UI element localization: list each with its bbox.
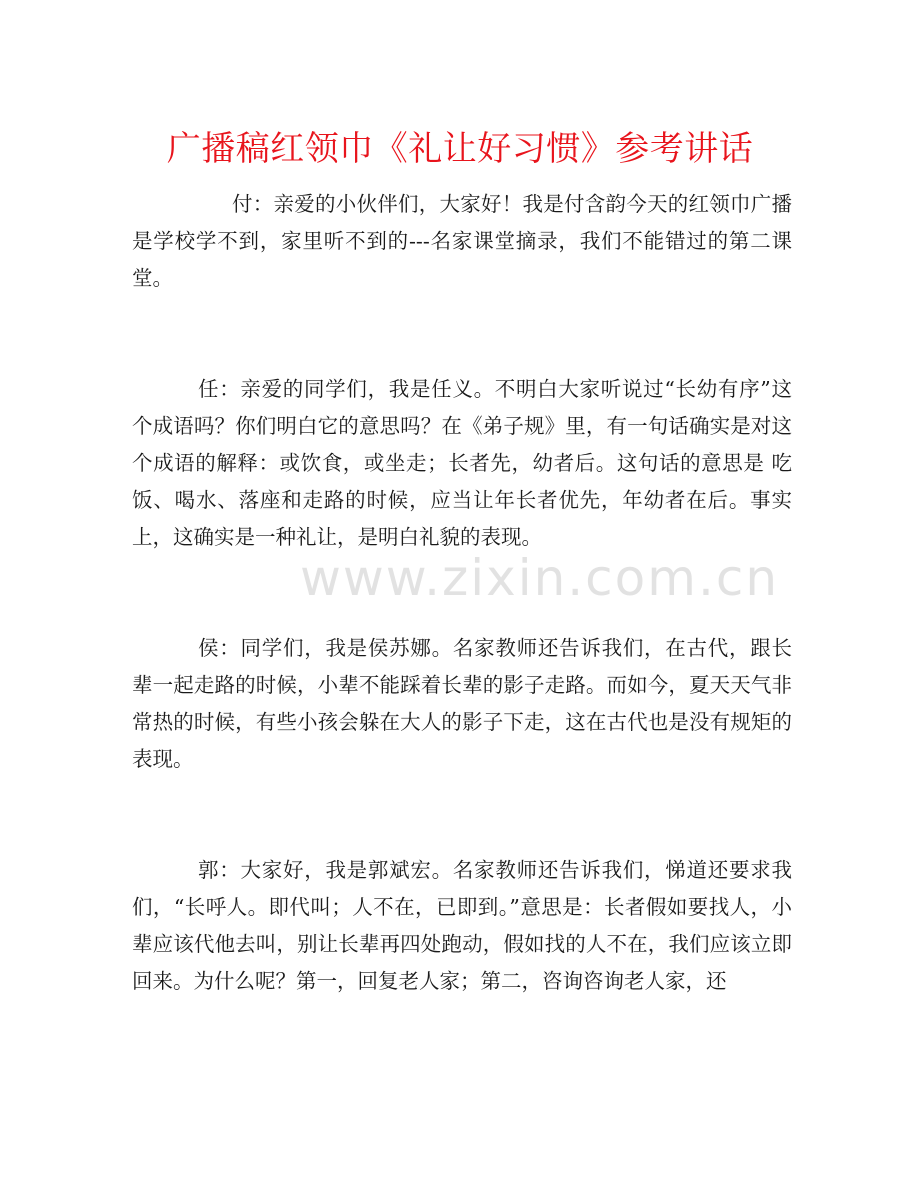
paragraph-hou: 侯：同学们，我是侯苏娜。名家教师还告诉我们，在古代，跟长辈一起走路的时候，小辈不能踩着长辈的影子走路。而如今，夏天天气非常热的时候，有些小孩会躲在大人的影子下走，这在古代也是没有规矩的表现。 <box>132 636 792 771</box>
paragraph-fu: 付：亲爱的小伙伴们，大家好！我是付含韵今天的红领巾广播是学校学不到，家里听不到的---名家课堂摘录，我们不能错过的第二课堂。 <box>132 192 792 290</box>
paragraph-gap <box>132 778 792 852</box>
document-title: 广播稿红领巾《礼让好习惯》参考讲话 <box>166 129 754 169</box>
paragraph-gap <box>132 297 792 371</box>
watermark: www.zixin.com.cn <box>300 549 780 607</box>
paragraph-ren: 任：亲爱的同学们，我是任义。不明白大家听说过“长幼有序”这个成语吗？你们明白它的意思吗？在《弟子规》里，有一句话确实是对这个成语的解释：或饮食，或坐走；长者先，幼者后。这句话的意思是 吃饭、喝水、落座和走路的时候，应当让年长者优先，年幼者在后。事实上，这确实是一种礼让，是明白礼貌的表现。 <box>132 377 792 549</box>
paragraph-guo: 郭：大家好，我是郭斌宏。名家教师还告诉我们，悌道还要求我们，“长呼人。即代叫；人不在，已即到。”意思是：长者假如要找人，小辈应该代他去叫，别让长辈再四处跑动，假如找的人不在，我们应该立即回来。为什么呢？第一，回复老人家；第二，咨询咨询老人家，还 <box>132 858 792 993</box>
